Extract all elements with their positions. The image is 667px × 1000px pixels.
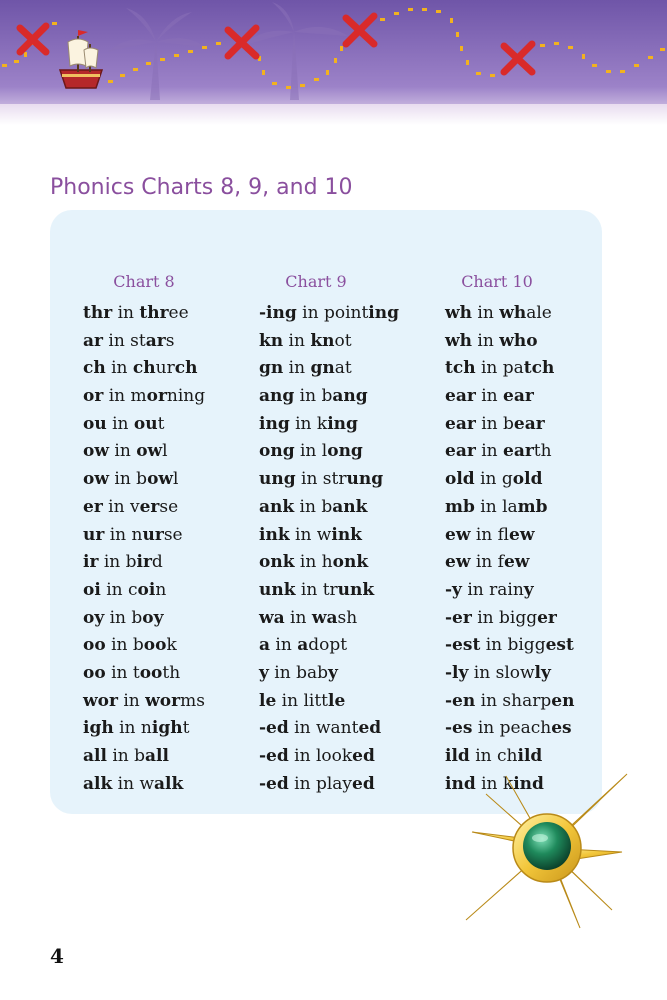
phonics-entry bbox=[445, 466, 605, 494]
chart-10-column bbox=[445, 272, 605, 798]
phonics-entry bbox=[83, 605, 243, 633]
treasure-map-banner bbox=[0, 0, 667, 125]
phonics-pattern: -ed bbox=[259, 773, 289, 794]
phonics-pattern: ow bbox=[83, 441, 109, 462]
word-part: in n bbox=[104, 524, 143, 545]
phonics-entry bbox=[259, 494, 429, 522]
phonics-pattern: igh bbox=[83, 718, 114, 739]
phonics-entry bbox=[259, 771, 429, 799]
phonics-pattern: or bbox=[146, 386, 167, 407]
word-part: in bbox=[105, 358, 133, 379]
phonics-entry bbox=[83, 743, 243, 771]
word-part: l bbox=[173, 469, 179, 490]
phonics-pattern: ow bbox=[83, 469, 109, 490]
phonics-pattern: y bbox=[523, 579, 534, 600]
phonics-entry bbox=[259, 577, 429, 605]
chart-heading: Chart 10 bbox=[461, 272, 533, 291]
phonics-entry bbox=[445, 715, 605, 743]
phonics-entry bbox=[445, 494, 605, 522]
phonics-entry bbox=[83, 383, 243, 411]
phonics-entry bbox=[259, 660, 429, 688]
phonics-pattern: ur bbox=[142, 524, 164, 545]
phonics-pattern: ink bbox=[259, 524, 290, 545]
word-part: in slow bbox=[468, 662, 535, 683]
word-part: in pa bbox=[475, 358, 524, 379]
phonics-pattern: ow bbox=[136, 441, 163, 462]
word-part: in bbox=[283, 358, 311, 379]
phonics-pattern: ild bbox=[517, 746, 543, 766]
phonics-entry bbox=[83, 771, 243, 799]
word-part: in play bbox=[288, 773, 353, 794]
word-part: in litt bbox=[276, 690, 329, 711]
phonics-pattern: -er bbox=[445, 607, 472, 628]
phonics-entry bbox=[445, 632, 605, 660]
word-part: th bbox=[533, 441, 552, 462]
phonics-pattern: unk bbox=[259, 579, 296, 600]
word-part: in k bbox=[475, 773, 514, 794]
word-part: in sharp bbox=[475, 690, 552, 711]
phonics-pattern: ing bbox=[368, 303, 400, 323]
page-title: Phonics Charts 8, 9, and 10 bbox=[50, 175, 353, 200]
phonics-pattern: wor bbox=[145, 690, 181, 711]
word-part: in st bbox=[102, 330, 146, 351]
phonics-entry bbox=[83, 522, 243, 550]
word-part: in bbox=[475, 386, 503, 407]
phonics-pattern: ing bbox=[259, 413, 290, 434]
phonics-pattern: y bbox=[327, 662, 338, 683]
word-part: in bbox=[472, 330, 500, 351]
phonics-pattern: ong bbox=[259, 441, 295, 462]
phonics-pattern: -ly bbox=[445, 662, 469, 683]
phonics-entry bbox=[259, 466, 429, 494]
phonics-entry bbox=[445, 522, 605, 550]
word-part: se bbox=[159, 496, 179, 517]
word-part: in b bbox=[106, 746, 146, 766]
phonics-pattern: ink bbox=[331, 524, 362, 545]
phonics-pattern: ear bbox=[503, 386, 534, 407]
phonics-pattern: mb bbox=[517, 496, 548, 517]
phonics-pattern: ly bbox=[534, 662, 551, 683]
phonics-entry bbox=[445, 549, 605, 577]
word-part: in b bbox=[104, 607, 143, 628]
phonics-pattern: -es bbox=[445, 718, 473, 739]
word-part: in bbox=[106, 413, 134, 434]
phonics-pattern: ed bbox=[352, 773, 375, 794]
phonics-pattern: le bbox=[328, 690, 346, 711]
phonics-pattern: ed bbox=[358, 718, 382, 739]
phonics-pattern: -en bbox=[445, 690, 476, 711]
phonics-pattern: er bbox=[537, 607, 557, 628]
word-part: in bbox=[270, 635, 298, 656]
word-part: se bbox=[163, 524, 183, 545]
phonics-pattern: ind bbox=[513, 773, 544, 794]
word-part: in la bbox=[474, 496, 518, 517]
phonics-pattern: ear bbox=[503, 441, 534, 462]
chart-rows bbox=[445, 300, 605, 798]
phonics-pattern: oy bbox=[142, 607, 164, 628]
phonics-pattern: ear bbox=[445, 441, 476, 462]
phonics-pattern: old bbox=[445, 469, 475, 490]
word-part: sh bbox=[337, 607, 358, 628]
chart-9-column bbox=[259, 272, 429, 798]
word-part: in w bbox=[289, 524, 332, 545]
phonics-pattern: ind bbox=[445, 773, 476, 794]
word-part: in bbox=[112, 303, 140, 323]
phonics-pattern: oi bbox=[137, 579, 156, 600]
phonics-entry bbox=[259, 328, 429, 356]
phonics-pattern: gn bbox=[310, 358, 335, 379]
phonics-pattern: ch bbox=[174, 358, 198, 379]
phonics-pattern: ear bbox=[445, 413, 476, 434]
phonics-pattern: er bbox=[139, 496, 160, 517]
phonics-entry bbox=[83, 466, 243, 494]
phonics-pattern: ed bbox=[352, 746, 375, 766]
word-part: in tr bbox=[295, 579, 338, 600]
phonics-pattern: oi bbox=[83, 579, 101, 600]
phonics-pattern: a bbox=[259, 635, 271, 656]
phonics-entry bbox=[259, 688, 429, 716]
phonics-pattern: ew bbox=[445, 552, 471, 573]
phonics-pattern: a bbox=[297, 635, 309, 656]
word-part: d bbox=[151, 552, 163, 573]
phonics-pattern: ir bbox=[136, 552, 152, 573]
phonics-entry bbox=[259, 355, 429, 383]
phonics-pattern: ur bbox=[83, 524, 105, 545]
word-part: in b bbox=[98, 552, 137, 573]
phonics-entry bbox=[259, 715, 429, 743]
phonics-pattern: thr bbox=[83, 303, 113, 323]
phonics-pattern: -y bbox=[445, 579, 462, 600]
word-part: in v bbox=[102, 496, 140, 517]
phonics-pattern: old bbox=[512, 469, 543, 490]
word-part: in ch bbox=[469, 746, 518, 766]
phonics-pattern: wor bbox=[83, 690, 118, 711]
phonics-pattern: ild bbox=[445, 746, 470, 766]
phonics-pattern: igh bbox=[151, 718, 183, 739]
word-part: in bbox=[284, 607, 312, 628]
phonics-pattern: -ed bbox=[259, 746, 289, 766]
word-part: in w bbox=[112, 773, 155, 794]
word-part: in k bbox=[289, 413, 328, 434]
phonics-pattern: es bbox=[551, 718, 572, 739]
word-part: in b bbox=[294, 386, 333, 407]
phonics-pattern: er bbox=[83, 496, 103, 517]
word-part: in fl bbox=[470, 524, 509, 545]
phonics-entry bbox=[83, 300, 243, 328]
word-part: in b bbox=[105, 635, 144, 656]
word-part: dopt bbox=[308, 635, 348, 656]
word-part: in n bbox=[113, 718, 152, 739]
word-part: ee bbox=[168, 303, 189, 323]
word-part: in bbox=[117, 690, 146, 711]
phonics-pattern: est bbox=[545, 635, 574, 656]
word-part: in bbox=[475, 441, 503, 462]
word-part: at bbox=[334, 358, 352, 379]
phonics-pattern: alk bbox=[83, 773, 113, 794]
phonics-pattern: oy bbox=[83, 607, 105, 628]
phonics-entry bbox=[445, 660, 605, 688]
phonics-pattern: ar bbox=[145, 330, 166, 351]
word-part: in bab bbox=[268, 662, 328, 683]
phonics-pattern: mb bbox=[445, 496, 475, 517]
phonics-pattern: ch bbox=[132, 358, 156, 379]
word-part: in bigg bbox=[480, 635, 546, 656]
phonics-pattern: wa bbox=[311, 607, 338, 628]
phonics-pattern: thr bbox=[139, 303, 169, 323]
word-part: in rain bbox=[461, 579, 524, 600]
header-banner bbox=[0, 0, 667, 125]
phonics-entry bbox=[83, 355, 243, 383]
phonics-pattern: or bbox=[83, 386, 104, 407]
word-part: in bbox=[472, 303, 500, 323]
phonics-pattern: oo bbox=[143, 635, 167, 656]
phonics-pattern: all bbox=[83, 746, 107, 766]
phonics-pattern: oo bbox=[83, 662, 106, 683]
phonics-pattern: oo bbox=[139, 662, 163, 683]
phonics-pattern: all bbox=[145, 746, 169, 766]
phonics-entry bbox=[445, 411, 605, 439]
phonics-entry bbox=[83, 411, 243, 439]
phonics-entry bbox=[445, 438, 605, 466]
phonics-entry bbox=[445, 605, 605, 633]
phonics-pattern: wh bbox=[445, 330, 472, 351]
phonics-entry bbox=[83, 660, 243, 688]
phonics-entry bbox=[259, 605, 429, 633]
phonics-pattern: wh bbox=[499, 303, 527, 323]
phonics-pattern: ew bbox=[503, 552, 530, 573]
phonics-pattern: onk bbox=[259, 552, 295, 573]
phonics-pattern: en bbox=[551, 690, 575, 711]
phonics-pattern: y bbox=[259, 662, 269, 683]
word-part: t bbox=[157, 413, 165, 434]
phonics-entry bbox=[445, 328, 605, 356]
phonics-pattern: oo bbox=[83, 635, 106, 656]
phonics-entry bbox=[259, 549, 429, 577]
phonics-pattern: tch bbox=[523, 358, 555, 379]
phonics-pattern: who bbox=[499, 330, 538, 351]
word-part: ms bbox=[180, 690, 205, 711]
phonics-pattern: ear bbox=[513, 413, 545, 434]
phonics-entry bbox=[259, 632, 429, 660]
phonics-pattern: ou bbox=[133, 413, 158, 434]
word-part: in peach bbox=[472, 718, 552, 739]
phonics-pattern: ew bbox=[509, 524, 535, 545]
phonics-entry bbox=[83, 494, 243, 522]
phonics-pattern: gn bbox=[259, 358, 284, 379]
phonics-entry bbox=[445, 577, 605, 605]
phonics-pattern: -est bbox=[445, 635, 481, 656]
phonics-pattern: ear bbox=[445, 386, 476, 407]
word-part: in b bbox=[294, 496, 333, 517]
word-part: in point bbox=[296, 303, 369, 323]
phonics-pattern: kn bbox=[310, 330, 335, 351]
phonics-entry bbox=[445, 300, 605, 328]
word-part: in c bbox=[100, 579, 138, 600]
word-part: in b bbox=[108, 469, 148, 490]
page-number: 4 bbox=[50, 944, 64, 968]
chart-heading: Chart 8 bbox=[113, 272, 175, 291]
word-part: in want bbox=[288, 718, 359, 739]
phonics-pattern: -ing bbox=[259, 303, 297, 323]
word-part: n bbox=[155, 579, 167, 600]
phonics-pattern: ar bbox=[83, 330, 103, 351]
phonics-entry bbox=[83, 632, 243, 660]
word-part: in bbox=[108, 441, 137, 462]
phonics-pattern: wh bbox=[445, 303, 472, 323]
word-part: in l bbox=[294, 441, 328, 462]
phonics-entry bbox=[445, 383, 605, 411]
word-part: ale bbox=[526, 303, 552, 323]
word-part: in g bbox=[474, 469, 513, 490]
phonics-entry bbox=[445, 688, 605, 716]
phonics-entry bbox=[445, 355, 605, 383]
phonics-pattern: onk bbox=[332, 552, 369, 573]
word-part: k bbox=[166, 635, 177, 656]
phonics-pattern: ang bbox=[259, 386, 295, 407]
word-part: ur bbox=[155, 358, 175, 379]
phonics-pattern: ung bbox=[346, 469, 384, 490]
phonics-entry bbox=[259, 300, 429, 328]
word-part: in bbox=[283, 330, 311, 351]
phonics-entry bbox=[83, 438, 243, 466]
word-part: in look bbox=[288, 746, 353, 766]
phonics-pattern: -ed bbox=[259, 718, 289, 739]
chart-heading: Chart 9 bbox=[285, 272, 347, 291]
word-part: l bbox=[162, 441, 168, 462]
phonics-pattern: ong bbox=[327, 441, 363, 462]
chart-rows bbox=[259, 300, 429, 798]
chart-8-column bbox=[83, 272, 243, 798]
phonics-pattern: ou bbox=[83, 413, 107, 434]
phonics-entry bbox=[259, 383, 429, 411]
phonics-pattern: ang bbox=[332, 386, 368, 407]
phonics-entry bbox=[259, 438, 429, 466]
phonics-entry bbox=[259, 522, 429, 550]
phonics-entry bbox=[83, 715, 243, 743]
phonics-entry bbox=[83, 688, 243, 716]
phonics-pattern: ank bbox=[332, 496, 368, 517]
phonics-pattern: ank bbox=[259, 496, 295, 517]
word-part: in h bbox=[294, 552, 333, 573]
chart-rows bbox=[83, 300, 243, 798]
word-part: in str bbox=[295, 469, 347, 490]
phonics-pattern: ung bbox=[259, 469, 296, 490]
word-part: in t bbox=[105, 662, 140, 683]
phonics-pattern: ing bbox=[327, 413, 358, 434]
phonics-entry bbox=[83, 577, 243, 605]
word-part: t bbox=[182, 718, 190, 739]
phonics-entry bbox=[83, 549, 243, 577]
phonics-pattern: alk bbox=[154, 773, 184, 794]
word-part: th bbox=[162, 662, 181, 683]
word-part: in bigg bbox=[471, 607, 538, 628]
phonics-pattern: ew bbox=[445, 524, 471, 545]
phonics-pattern: unk bbox=[337, 579, 375, 600]
phonics-entry bbox=[83, 328, 243, 356]
word-part: ot bbox=[334, 330, 352, 351]
phonics-pattern: le bbox=[259, 690, 277, 711]
phonics-pattern: ir bbox=[83, 552, 99, 573]
word-part: in f bbox=[470, 552, 504, 573]
phonics-pattern: ch bbox=[83, 358, 106, 379]
phonics-pattern: kn bbox=[259, 330, 284, 351]
phonics-pattern: ow bbox=[147, 469, 174, 490]
word-part: s bbox=[165, 330, 175, 351]
phonics-pattern: wa bbox=[259, 607, 285, 628]
phonics-pattern: tch bbox=[445, 358, 476, 379]
word-part: in b bbox=[475, 413, 514, 434]
phonics-entry bbox=[445, 743, 605, 771]
word-part: in m bbox=[103, 386, 147, 407]
phonics-entry bbox=[259, 743, 429, 771]
phonics-entry bbox=[259, 411, 429, 439]
compass-star-icon bbox=[462, 770, 632, 930]
word-part: ning bbox=[166, 386, 206, 407]
